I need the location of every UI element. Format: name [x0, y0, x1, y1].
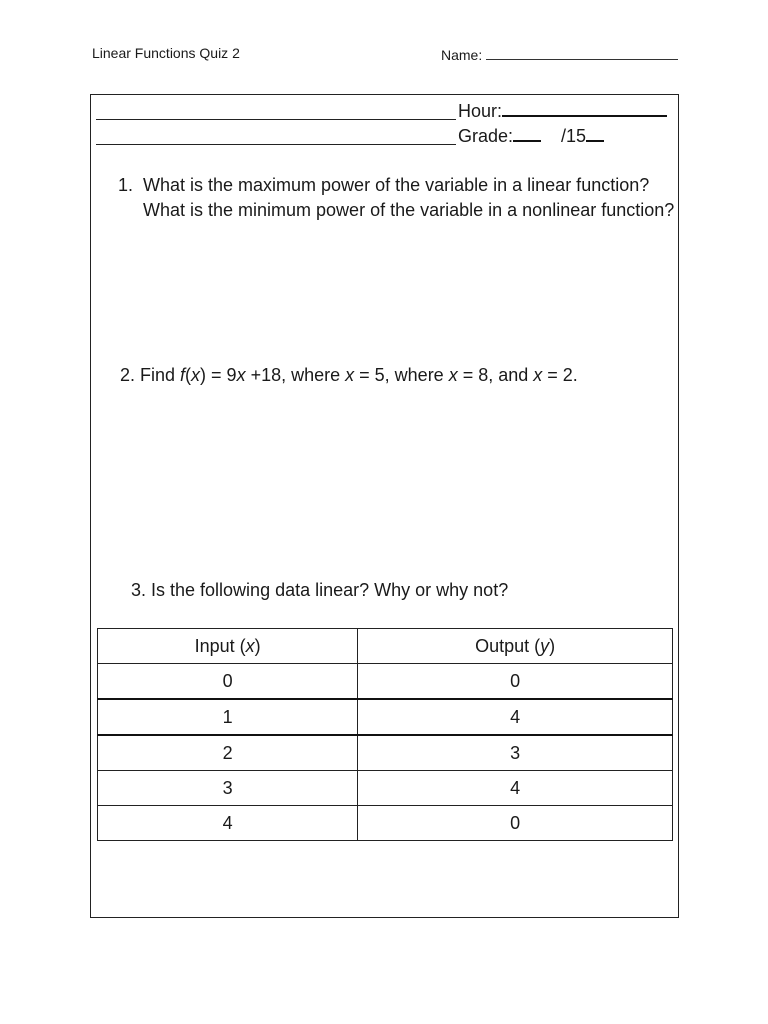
- output-cell: 4: [358, 699, 673, 735]
- table-header-row: [98, 629, 673, 664]
- input-cell: 2: [98, 735, 358, 771]
- input-cell: 0: [98, 664, 358, 700]
- blank-line-1: [96, 119, 456, 120]
- table-row: [98, 664, 673, 700]
- grade-field: [458, 124, 604, 147]
- question-2: 2. Find f(x) = 9x +18, where x = 5, where x = 8, and x = 2.: [120, 365, 578, 385]
- name-label: Name:: [441, 47, 483, 63]
- blank-line-2: [96, 144, 456, 145]
- table-row: [98, 699, 673, 735]
- question-3: 3. Is the following data linear? Why or why not?: [131, 580, 509, 600]
- hour-line: [502, 99, 667, 117]
- input-cell: 1: [98, 699, 358, 735]
- hour-label: Hour:: [458, 101, 503, 121]
- input-cell: 3: [98, 771, 358, 806]
- table-row: [98, 806, 673, 841]
- output-cell: 3: [358, 735, 673, 771]
- input-column-header: Input (x): [98, 629, 358, 664]
- question-1-number: 1.: [118, 175, 134, 195]
- name-field: [441, 45, 678, 63]
- grade-score-line: [513, 124, 541, 142]
- output-column-header: Output (y): [358, 629, 673, 664]
- grade-label: Grade:: [458, 126, 514, 146]
- hour-field: [458, 99, 667, 122]
- table-row: [98, 771, 673, 806]
- data-table: [97, 628, 673, 841]
- input-cell: 4: [98, 806, 358, 841]
- grade-total: /15: [561, 126, 587, 146]
- output-cell: 4: [358, 771, 673, 806]
- question-1-line-1: What is the maximum power of the variable in a linear function?: [143, 175, 650, 195]
- name-line: [486, 45, 678, 60]
- output-cell: 0: [358, 806, 673, 841]
- quiz-title: Linear Functions Quiz 2: [92, 45, 240, 61]
- table-row: [98, 735, 673, 771]
- output-cell: 0: [358, 664, 673, 700]
- question-1-line-2: What is the minimum power of the variable in a nonlinear function?: [143, 200, 675, 220]
- grade-total-line: [586, 124, 604, 142]
